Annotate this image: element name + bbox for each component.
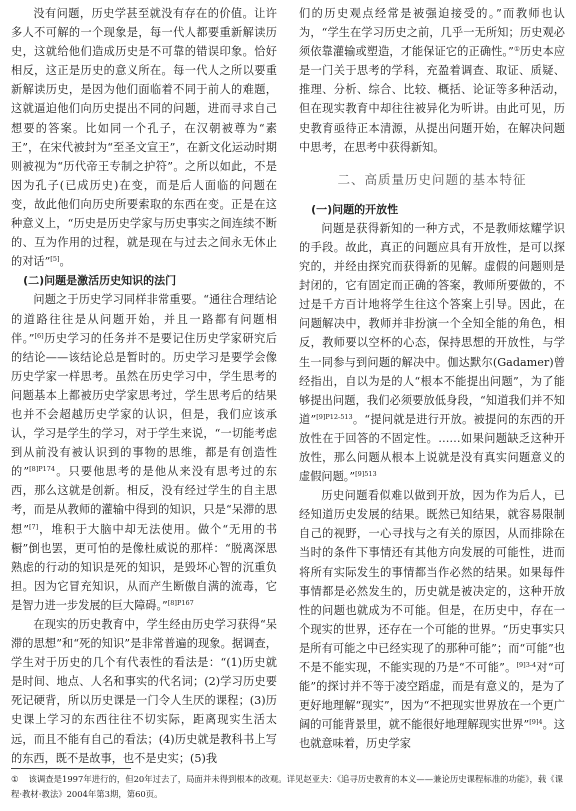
citation-ref: [8]P174 xyxy=(29,465,56,474)
paragraph-text: 历史本应是一门关于思考的学科，充盈着调查、取证、质疑、推理、分析、综合、比较、概括、论证等多种活动，但在现实教育中却往往被异化为听讲。由此可见，历史教育亟待正本清源，从提出问题开始，在解决问题中思考，在思考中获得新知。 xyxy=(299,45,565,154)
subheading-question-activates-knowledge: (二)问题是激活历史知识的法门 xyxy=(23,274,177,288)
paragraph-text: ，堆积于大脑中却无法使用。做个“无用的书橱”倒也罢，更可怕的是像杜威说的那样：“脱离深思熟虑的行动的知识是死的知识，是毁坏心智的沉重负担。因为它冒充知识，从而产生断傲自满的流毒，它是智力进一步发展的巨大障碍。” xyxy=(11,522,277,612)
paragraph-text: 问题是获得新知的一种方式，不是教师炫耀学识的手段。故此，真正的问题应具有开放性，是可以探究的，并经由探究而获得新的见解。虚假的问题则是封闭的，它有固定而正确的答案，教师所要做的，不过是千方百计地将学生往这个答案上引导。因此，在问题解决中，教师并非扮演一个全知全能的角色，相反，教师要以空杯的心态，保持思想的开放性，与学生一同参与到问题的解决中。伽达默尔(Gadamer)曾经指出，自以为是的人“根本不能提出问题”，为了能够提出问题，我们必须要放低身段，“知道我们并不知道” xyxy=(299,221,565,426)
paragraph-possible-worlds xyxy=(299,486,565,753)
citation-ref: [8]P167 xyxy=(167,598,194,607)
citation-ref: [5] xyxy=(50,255,60,264)
paragraph-history-questions xyxy=(11,4,277,271)
footnote-ref: ① xyxy=(513,45,520,54)
paragraph-survey: 在现实的历史教育中，学生经由历史学习获得“呆滞的思想”和“死的知识”是非常普遍的现象。据调查，学生对于历史的几个有代表性的看法是：“(1)历史就是时间、地点、人名和事实的代名词；(2)学习历史要死记硬背，所以历史课是一门令人生厌的课程；(3)历史课上学习的东西往往不切实际，距离现实生活太远，而且不能有自己的看法；(4)历史就是教科书上写的东西，既不是故事，也不是史实；(5)我 xyxy=(11,618,277,765)
footnote xyxy=(11,772,567,802)
paragraph-text: 。这也就意味着，历史学家 xyxy=(299,718,565,751)
right-column xyxy=(299,4,565,753)
paragraph-text: 。只要他思考的是他从来没有思考过的东西，那么这就是创新。相反，没有经过学生的自主思考，而是从教师的灌输中得到的知识，只是“呆滞的思想” xyxy=(11,465,277,536)
citation-ref: [9]P12-513 xyxy=(316,412,353,421)
paragraph-text: 历史学习的任务并不是要记住历史学家研究后的结论——该结论总是暂时的。历史学习是要学会像历史学家一样思考。虽然在历史学习中，学生思考的问题基本上都被历史学家思考过，学生思考后的结果也并不会超越历史学家的认识，但是，我们应该承认，学习是学生的学习，对于学生来说，“一切能考虑到从前没有被认识到的事物的思维，都是有创造性的” xyxy=(11,331,277,479)
paragraph-text: 没有问题，历史学甚至就没有存在的价值。让许多人不可解的一个现象是，每一代人都要重新解读历史，这就给他们造成历史是不可靠的错误印象。恰好相反，这正是历史的意义所在。每一代人之所以要重新解读历史，是因为他们面临着不同于前人的难题，这就逼迫他们向历史提出不同的问题，进而寻求自己想要的答案。比如同一个孔子，在汉朝被尊为“素王”，在宋代被封为“至圣文宣王”，在新文化运动时期则被视为“历代帝王专制之护符”。之所以如此，不是因为孔子(已成历史)在变，而是后人面临的问题在变，故此他们向历史所要索取的东西在变。正是在这种意义上，“历史是历史学家与历史事实之间连续不断的、互为作用的过程，就是现在与过去之间永无休止的对话” xyxy=(11,7,277,269)
citation-ref: [6] xyxy=(34,331,44,340)
footnote-mark: ① xyxy=(11,774,19,784)
paragraph-continued xyxy=(299,4,565,157)
paragraph-open-questions xyxy=(299,219,565,486)
paragraph-text: 对“可能”的探讨并不等于凌空蹈虚，而是有意义的，是为了更好地理解“现实”，因为“不把现实世界放在一个更广阔的可能背景里，就不能很好地理解现实世界” xyxy=(299,661,565,732)
footnote-text: 该调查是1997年进行的，但20年过去了，局面并未得到根本的改观。详见赵亚夫：《追寻历史教育的本义——兼论历史课程标准的功能》，载《课程·教材·教法》2004年第3期，第60页。 xyxy=(11,774,563,799)
paragraph-text: 历史问题看似难以做到开放，因为作为后人，已经知道历史发展的结果。既然已知结果，就容易限制自己的视野，一心寻找与之有关的原因，从而排除在当时的条件下事情还有其他方向发展的可能性，进而将所有实际发生的事情都当作必然的结果。如果每件事情都是必然发生的，历史就是被决定的，这种开放性的问题也就成为不可能。但是，在历史中，存在一个现实的世界，还存在一个可能的世界。“历史事实只是所有可能之中已经实现了的那种可能”；而“可能”也不是不能实现，不能实现的乃是“不可能”。 xyxy=(299,489,565,674)
citation-ref: [9]513 xyxy=(355,470,377,479)
section-heading: 二、高质量历史问题的基本特征 xyxy=(337,171,527,187)
footnote-divider xyxy=(11,768,131,769)
paragraph-text: 。 xyxy=(59,255,71,269)
paragraph-text: 问题之于历史学习同样非常重要。“通往合理结论的道路往往是从问题开始，并且一路都有问题相伴。” xyxy=(11,293,277,345)
citation-ref: [7] xyxy=(28,522,39,531)
paragraph-text: 。“提问就是进行开放。被提问的东西的开放性在于回答的不固定性。……如果问题缺乏这种开放性，那么问题从根本上说就是没有真实问题意义的虚假问题。” xyxy=(299,412,565,484)
citation-ref: [9]3-4 xyxy=(516,661,537,669)
paragraph-text: 们的历史观点经常是被强迫接受的。”而教师也认为，“学生在学习历史之前，几乎一无所知；历史观必须依靠灌输或塑造，才能保证它的正确性。” xyxy=(299,7,565,59)
subheading-openness: (一)问题的开放性 xyxy=(311,202,399,216)
left-column xyxy=(11,4,277,768)
citation-ref: [9]4 xyxy=(529,718,543,727)
paragraph-history-learning xyxy=(11,290,277,615)
